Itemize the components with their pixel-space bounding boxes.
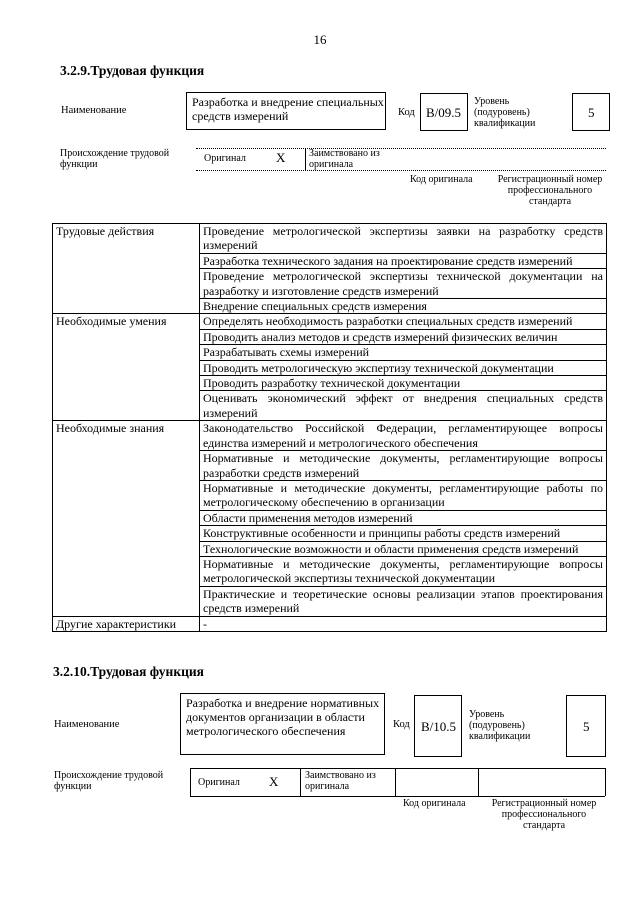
origin-divider-2b xyxy=(395,768,396,796)
original-mark-2: X xyxy=(269,774,279,789)
table-row xyxy=(53,314,607,329)
table-cell: Проводить анализ методов и средств измерений физических величин xyxy=(200,329,607,344)
name-label: Наименование xyxy=(61,105,127,116)
code-value-box xyxy=(420,93,468,131)
level-label-2: Уровень (подуровень) квалификации xyxy=(469,709,531,742)
code-value-2: B/10.5 xyxy=(421,719,457,734)
level-label: Уровень (подуровень) квалификации xyxy=(474,96,536,129)
table-row xyxy=(53,616,607,631)
origin-code-label-2: Код оригинала xyxy=(403,798,466,809)
origin-divider-2 xyxy=(300,768,301,796)
table-cell: Проведение метрологической экспертизы технической документации на разработку и изготовление средств измерений xyxy=(200,269,607,299)
code-value: B/09.5 xyxy=(426,105,462,120)
table-cell: Разработка технического задания на проектирование средств измерений xyxy=(200,253,607,268)
original-mark: X xyxy=(276,150,286,165)
origin-label-2: Происхождение трудовой функции xyxy=(54,770,164,792)
origin-divider-2c xyxy=(478,768,479,796)
code-label-2: Код xyxy=(393,719,410,730)
table-cell: - xyxy=(200,616,607,631)
level-value-2: 5 xyxy=(583,719,590,734)
table-cell: Внедрение специальных средств измерения xyxy=(200,299,607,314)
table-category: Необходимые знания xyxy=(53,421,200,616)
level-value-box xyxy=(572,93,610,131)
table-category: Необходимые умения xyxy=(53,314,200,421)
origin-left-2 xyxy=(190,768,191,796)
table-cell: Конструктивные особенности и принципы работы средств измерений xyxy=(200,526,607,541)
page-number: 16 xyxy=(313,32,327,47)
section-heading-2: 3.2.10.Трудовая функция xyxy=(53,664,204,679)
code-value-box-2 xyxy=(414,695,462,757)
origin-bottom-line xyxy=(196,170,606,171)
origin-top-line-2 xyxy=(190,768,605,769)
table-row xyxy=(53,421,607,451)
table-category: Другие характеристики xyxy=(53,616,200,631)
labor-function-table xyxy=(52,223,607,632)
table-cell: Нормативные и методические документы, регламентирующие вопросы разработки средств измерений xyxy=(200,451,607,481)
table-cell: Технологические возможности и области применения средств измерений xyxy=(200,541,607,556)
original-label-2: Оригинал xyxy=(198,777,240,788)
code-label: Код xyxy=(398,107,415,118)
level-value: 5 xyxy=(588,105,595,120)
table-cell: Нормативные и методические документы, регламентирующие работы по метрологическому обеспечению в организации xyxy=(200,480,607,510)
origin-code-label: Код оригинала xyxy=(410,174,473,185)
original-label: Оригинал xyxy=(204,153,246,164)
origin-label: Происхождение трудовой функции xyxy=(60,148,170,170)
table-cell: Разрабатывать схемы измерений xyxy=(200,345,607,360)
table-category: Трудовые действия xyxy=(53,224,200,314)
name-label-2: Наименование xyxy=(54,719,120,730)
table-cell: Практические и теоретические основы реализации этапов проектирования средств измерений xyxy=(200,586,607,616)
table-cell: Области применения методов измерений xyxy=(200,510,607,525)
origin-right-2 xyxy=(605,768,606,796)
origin-bottom-line-2 xyxy=(190,796,605,797)
table-cell: Проводить разработку технической документации xyxy=(200,376,607,391)
reg-number-label: Регистрационный номер профессионального стандарта xyxy=(497,174,603,207)
table-cell: Определять необходимость разработки специальных средств измерений xyxy=(200,314,607,329)
table-cell: Законодательство Российской Федерации, регламентирующее вопросы единства измерений и метрологического обеспечения xyxy=(200,421,607,451)
borrowed-label: Заимствовано из оригинала xyxy=(309,148,380,170)
section-heading: 3.2.9.Трудовая функция xyxy=(60,63,205,78)
borrowed-label-2: Заимствовано из оригинала xyxy=(305,770,376,792)
table-cell: Проведение метрологической экспертизы заявки на разработку средств измерений xyxy=(200,224,607,254)
reg-number-label-2: Регистрационный номер профессионального стандарта xyxy=(491,798,597,831)
table-cell: Нормативные и методические документы, регламентирующие вопросы метрологической экспертизы технической документации xyxy=(200,556,607,586)
level-value-box-2 xyxy=(566,695,606,757)
origin-divider xyxy=(305,148,306,170)
table-cell: Оценивать экономический эффект от внедрения специальных средств измерений xyxy=(200,391,607,421)
table-cell: Проводить метрологическую экспертизу технической документации xyxy=(200,360,607,375)
name-value: Разработка и внедрение специальных средств измерений xyxy=(192,95,384,123)
name-value-box-2 xyxy=(180,693,385,755)
table-row xyxy=(53,224,607,254)
name-value-box xyxy=(186,92,386,130)
name-value-2: Разработка и внедрение нормативных документов организации в области метрологического обеспечения xyxy=(186,696,380,738)
